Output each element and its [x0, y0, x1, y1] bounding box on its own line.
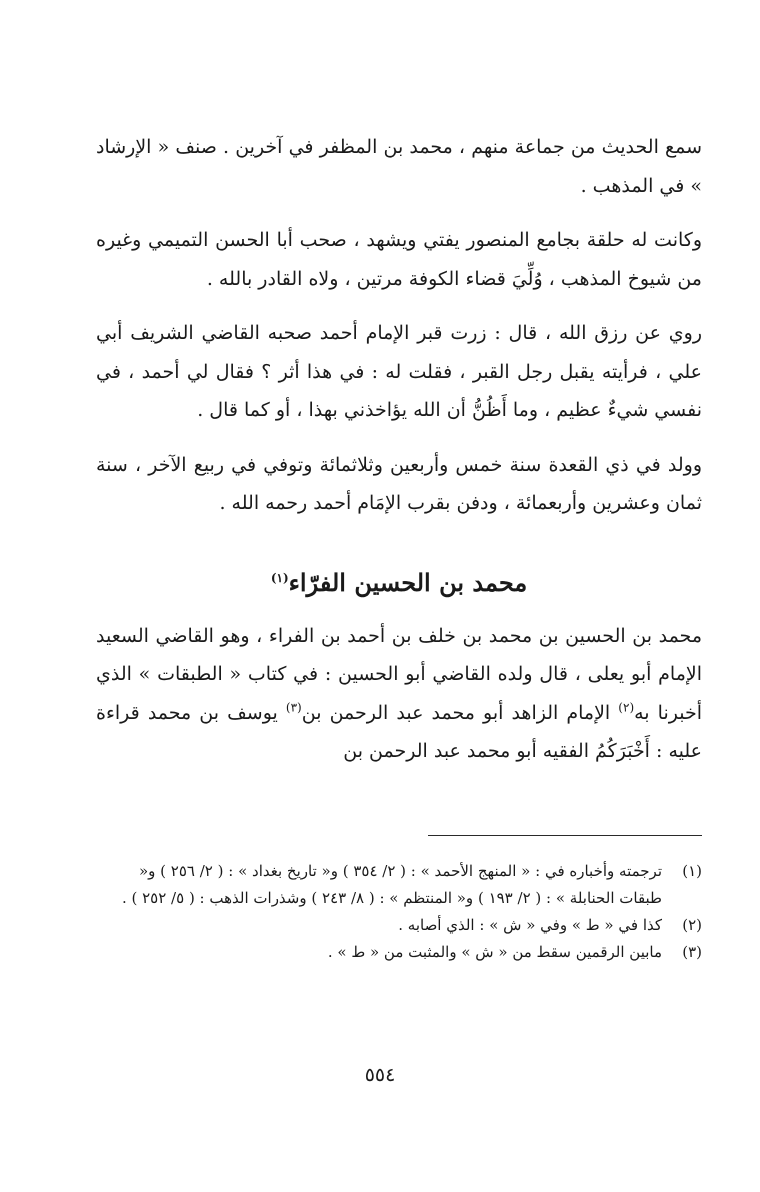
- footnote-text: ترجمته وأخباره في : « المنهج الأحمد » : ( ٢/ ٣٥٤ ) و« تاريخ بغداد » : ( ٢/ ٢٥٦ ) و« طبقات الحنابلة » : ( ٢/ ١٩٣ ) و« المنتظم » : ( ٨/ ٢٤٣ ) وشذرات الذهب : ( ٥/ ٢٥٢ ) .: [121, 862, 662, 907]
- main-text: [96, 128, 702, 787]
- footnote-text: كذا في « ط » وفي « ش » : الذي أصابه .: [398, 916, 662, 934]
- footnote-number: (١): [682, 862, 702, 880]
- footnote-ref-2[interactable]: (٢): [618, 700, 635, 715]
- heading-text: محمد بن الحسين الفرّاء: [288, 567, 528, 597]
- heading-footnote-ref[interactable]: (١): [270, 570, 289, 585]
- footnote-1: [94, 858, 702, 912]
- section-heading: [96, 567, 702, 599]
- footnote-ref-3[interactable]: (٣): [285, 700, 302, 715]
- bio-text-2: الإمام الزاهد أبو محمد عبد الرحمن بن: [301, 701, 619, 724]
- footnote-number: (٢): [682, 916, 702, 934]
- footnote-2: [94, 912, 702, 939]
- biography-paragraph: [96, 617, 702, 771]
- footnote-text: مابين الرقمين سقط من « ش » والمثبت من « ط » .: [327, 943, 662, 961]
- paragraph-2: وكانت له حلقة بجامع المنصور يفتي ويشهد ، صحب أبا الحسن التميمي وغيره من شيوخ المذهب ، وُلِّيَ قضاء الكوفة مرتين ، ولاه القادر بالله .: [96, 229, 702, 290]
- paragraph-3: روي عن رزق الله ، قال : زرت قبر الإمام أحمد صحبه القاضي الشريف أبي علي ، فرأيته يقبل رجل القبر ، فقلت له : في هذا أثر ؟ فقال لي أحمد ، في نفسي شيءٌ عظيم ، وما أَظُنُّ أن الله يؤاخذني بهذا ، أو كما قال .: [96, 322, 702, 421]
- footnote-3: [94, 939, 702, 966]
- page-number: ٥٥٤: [364, 1064, 396, 1086]
- paragraph-1: سمع الحديث من جماعة منهم ، محمد بن المظفر في آخرين . صنف « الإرشاد » في المذهب .: [96, 136, 702, 197]
- bio-text-1: محمد بن الحسين بن محمد بن خلف بن أحمد بن الفراء ، وهو القاضي السعيد الإمام أبو يعلى ، قال ولده القاضي أبو الحسين : في كتاب « الطبقات » الذي أخبرنا به: [96, 624, 702, 724]
- footnote-number: (٣): [682, 943, 702, 961]
- footnotes: [94, 858, 702, 966]
- bio-text-3: يوسف بن محمد قراءة عليه : أَخْبَرَكُمُ الفقيه أبو محمد عبد الرحمن بن: [96, 701, 702, 762]
- paragraph-4: وولد في ذي القعدة سنة خمس وأربعين وثلاثمائة وتوفي في ربيع الآخر ، سنة ثمان وعشرين وأربعمائة ، ودفن بقرب الإمَام أحمد رحمه الله .: [96, 453, 702, 514]
- footnote-separator: [428, 835, 702, 836]
